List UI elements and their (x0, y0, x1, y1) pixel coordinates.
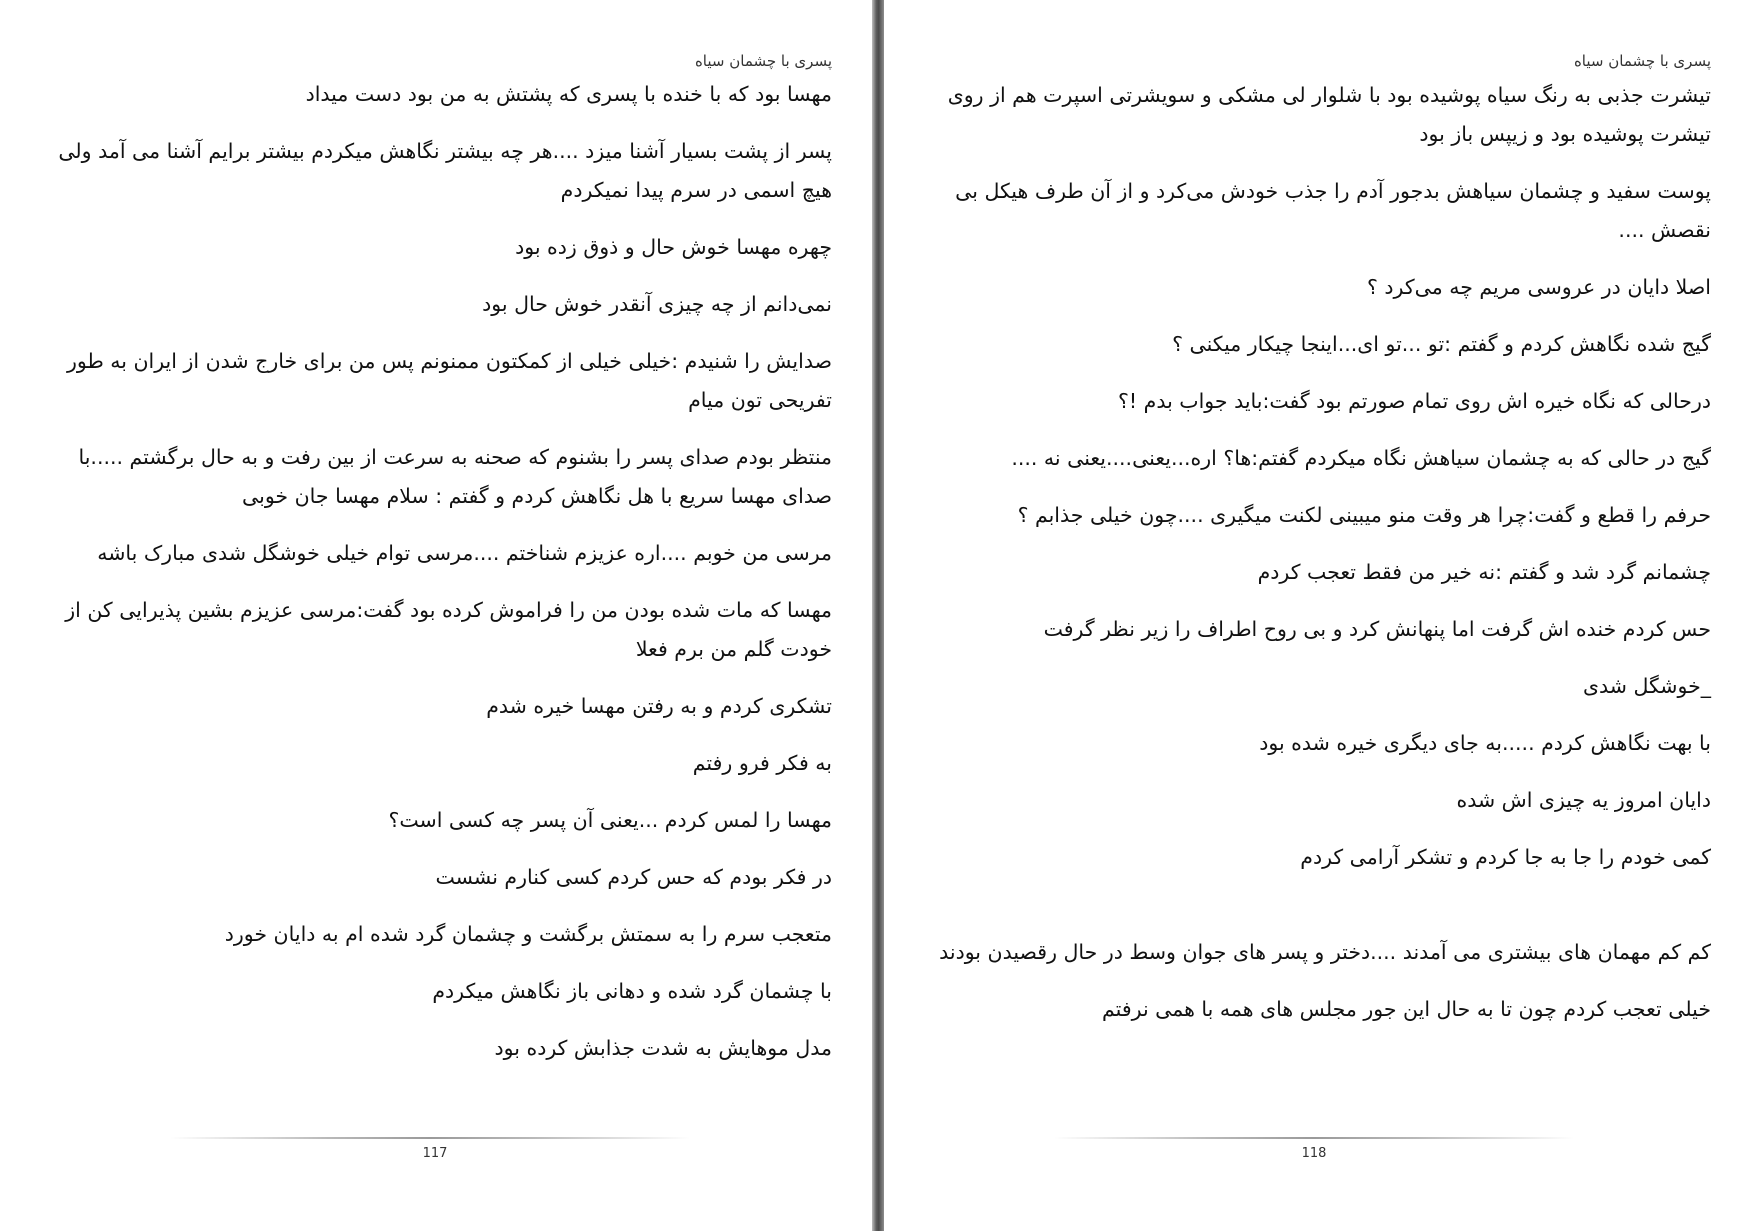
paragraph: مهسا بود که با خنده با پسری که پشتش به من بود دست میداد (305, 82, 832, 106)
paragraph: در فکر بودم که حس کردم کسی کنارم نشست (435, 865, 832, 889)
paragraph: گیج شده نگاهش کردم و گفتم :تو ...تو ای...اینجا چیکار میکنی ؟ (1172, 332, 1711, 356)
paragraph: مهسا را لمس کردم ...یعنی آن پسر چه کسی است؟ (388, 808, 832, 832)
paragraph: حرفم را قطع و گفت:چرا هر وقت منو میبینی لکنت میگیری ....چون خیلی جذابم ؟ (1017, 503, 1711, 527)
footer-divider (1054, 1137, 1574, 1139)
page-body (42, 75, 832, 1086)
paragraph: صدایش را شنیدم :خیلی خیلی از کمکتون ممنونم پس من برای خارج شدن از ایران به طور تفریحی تون میام (66, 349, 832, 412)
blank-space (921, 895, 1711, 933)
left-page (0, 0, 872, 1231)
page-number: 117 (422, 1146, 448, 1161)
paragraph: خیلی تعجب کردم چون تا به حال این جور مجلس های همه با همی نرفتم (1102, 997, 1711, 1021)
paragraph: پوست سفید و چشمان سیاهش بدجور آدم را جذب خودش می‌کرد و از آن طرف هیکل بی نقصش .... (955, 179, 1711, 242)
running-head: پسری با چشمان سیاه (1573, 52, 1711, 70)
paragraph: چشمانم گرد شد و گفتم :نه خیر من فقط تعجب کردم (1257, 560, 1711, 584)
paragraph: حس کردم خنده اش گرفت اما پنهانش کرد و بی روح اطراف را زیر نظر گرفت (1043, 617, 1711, 641)
running-head: پسری با چشمان سیاه (694, 52, 832, 70)
paragraph: گیج در حالی که به چشمان سیاهش نگاه میکردم گفتم:ها؟ اره...یعنی....یعنی نه .... (1011, 446, 1711, 470)
page-body (921, 76, 1711, 1047)
paragraph: دایان امروز یه چیزی اش شده (1456, 788, 1711, 812)
paragraph: تشکری کردم و به رفتن مهسا خیره شدم (486, 694, 832, 718)
paragraph: کمی خودم را جا به جا کردم و تشکر آرامی کردم (1300, 845, 1711, 869)
paragraph: _خوشگل شدی (1582, 674, 1711, 698)
paragraph: تیشرت جذبی به رنگ سیاه پوشیده بود با شلوار لی مشکی و سویشرتی اسپرت هم از روی تیشرت پوشیده بود و زیپس باز بود (947, 83, 1711, 146)
footer-divider (170, 1137, 690, 1139)
paragraph: نمی‌دانم از چه چیزی آنقدر خوش حال بود (482, 292, 832, 316)
paragraph: با چشمان گرد شده و دهانی باز نگاهش میکردم (432, 979, 832, 1003)
right-page (884, 0, 1753, 1231)
paragraph: با بهت نگاهش کردم .....به جای دیگری خیره شده بود (1259, 731, 1711, 755)
paragraph: به فکر فرو رفتم (692, 751, 832, 775)
paragraph: مهسا که مات شده بودن من را فراموش کرده بود گفت:مرسی عزیزم بشین پذیرایی کن از خودت گلم من برم فعلا (65, 598, 832, 661)
paragraph: چهره مهسا خوش حال و ذوق زده بود (515, 235, 832, 259)
page-number: 118 (1301, 1146, 1327, 1161)
paragraph: مدل موهایش به شدت جذابش کرده بود (494, 1036, 832, 1060)
paragraph: کم کم مهمان های بیشتری می آمدند ....دختر و پسر های جوان وسط در حال رقصیدن بودند (939, 940, 1711, 964)
paragraph: منتظر بودم صدای پسر را بشنوم که صحنه به سرعت از بین رفت و به حال برگشتم .....با صدای مهسا سریع با هل نگاهش کردم و گفتم : سلام مهسا جان خوبی (78, 445, 832, 508)
paragraph: پسر از پشت بسیار آشنا میزد ....هر چه بیشتر نگاهش میکردم بیشتر برایم آشنا می آمد ولی هیچ اسمی در سرم پیدا نمیکردم (58, 139, 832, 202)
paragraph: مرسی من خوبم ....اره عزیزم شناختم ....مرسی توام خیلی خوشگل شدی مبارک باشه (97, 541, 832, 565)
paragraph: اصلا دایان در عروسی مریم چه می‌کرد ؟ (1367, 275, 1711, 299)
paragraph: متعجب سرم را به سمتش برگشت و چشمان گرد شده ام به دایان خورد (224, 922, 832, 946)
book-spine (872, 0, 884, 1231)
paragraph: درحالی که نگاه خیره اش روی تمام صورتم بود گفت:باید جواب بدم !؟ (1118, 389, 1711, 413)
